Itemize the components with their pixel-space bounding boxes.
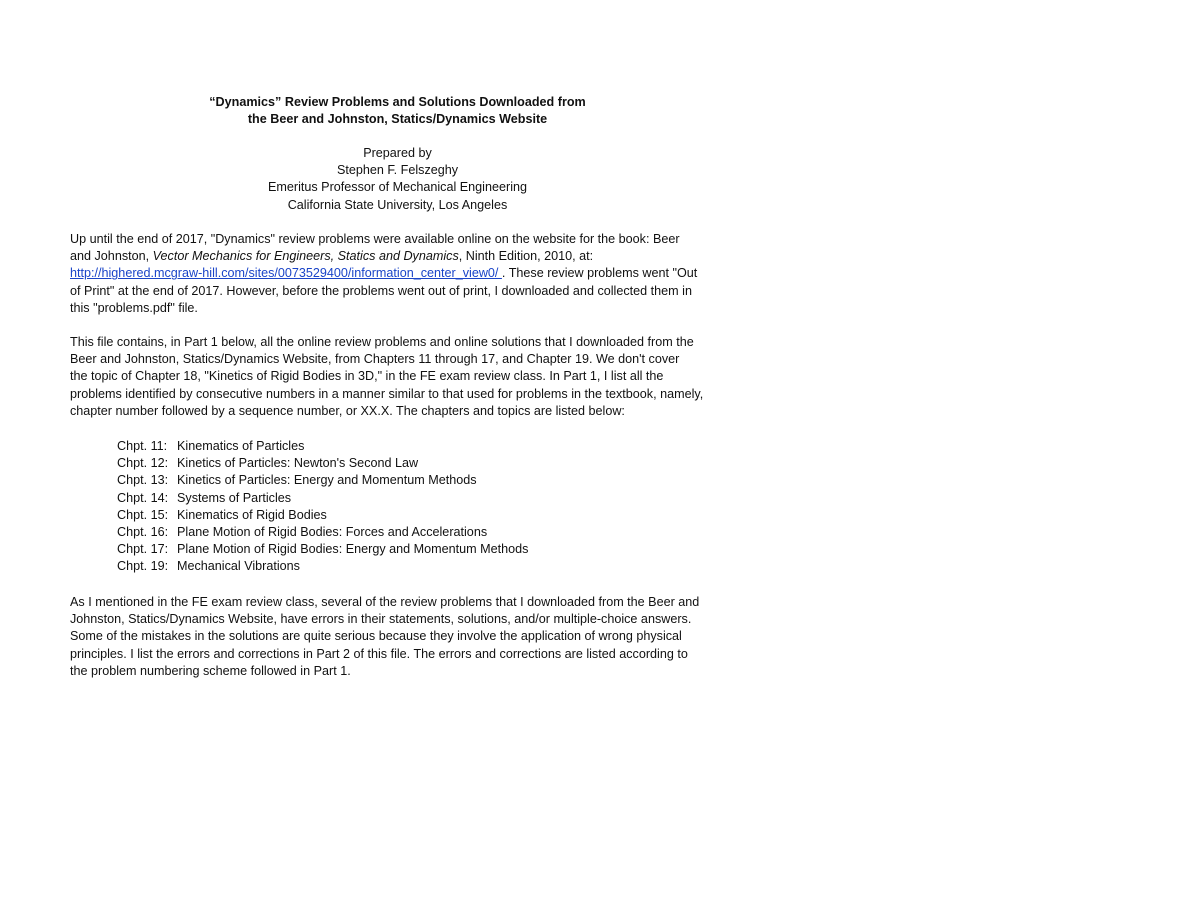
chapter-number: Chpt. 17: xyxy=(117,542,169,557)
paragraph-line xyxy=(70,265,730,282)
chapter-topic: Kinematics of Rigid Bodies xyxy=(177,507,327,522)
document-title xyxy=(190,94,605,128)
text-run: . These review problems went "Out xyxy=(501,266,698,281)
chapter-number: Chpt. 12: xyxy=(117,456,169,471)
list-item xyxy=(117,507,528,524)
paragraph-line: the problem numbering scheme followed in Part 1. xyxy=(70,663,351,678)
chapter-number: Chpt. 11: xyxy=(117,439,168,453)
author-institution: California State University, Los Angeles xyxy=(287,197,508,212)
list-item xyxy=(117,455,528,472)
text-run: and Johnston, xyxy=(70,249,153,264)
chapter-topic: Systems of Particles xyxy=(177,490,292,505)
errors-paragraph xyxy=(70,594,730,680)
chapter-number: Chpt. 14: xyxy=(117,490,169,505)
list-item xyxy=(117,438,528,455)
paragraph-line xyxy=(70,248,730,265)
list-item xyxy=(117,472,528,489)
chapter-topic: Kinetics of Particles: Newton's Second Law xyxy=(177,456,419,471)
paragraph-line: of Print" at the end of 2017. However, before the problems went out of print, I downloaded and collected them in xyxy=(70,283,692,298)
list-item xyxy=(117,541,528,558)
intro-paragraph xyxy=(70,231,730,317)
chapter-list xyxy=(117,438,528,576)
chapter-number: Chpt. 16: xyxy=(117,525,169,540)
contents-paragraph xyxy=(70,334,730,420)
paragraph-line: Up until the end of 2017, "Dynamics" review problems were available online on the website for the book: Beer xyxy=(70,232,680,246)
book-title: Vector Mechanics for Engineers, Statics and Dynamics xyxy=(152,249,459,264)
chapter-number: Chpt. 19: xyxy=(117,559,169,574)
paragraph-line: Some of the mistakes in the solutions are quite serious because they involve the application of wrong physical xyxy=(70,629,682,644)
list-item xyxy=(117,490,528,507)
paragraph-line: This file contains, in Part 1 below, all the online review problems and online solutions that I downloaded from the xyxy=(70,335,694,349)
chapter-topic: Kinematics of Particles xyxy=(177,439,305,453)
website-link[interactable]: http://highered.mcgraw-hill.com/sites/0073529400/information_center_view0/ xyxy=(70,266,502,281)
title-line-2: the Beer and Johnston, Statics/Dynamics Website xyxy=(247,112,548,127)
paragraph-line: Beer and Johnston, Statics/Dynamics Website, from Chapters 11 through 17, and Chapter 19. We don't cover xyxy=(70,352,680,367)
title-line-1: “Dynamics” Review Problems and Solutions Downloaded from xyxy=(209,95,586,109)
paragraph-line: As I mentioned in the FE exam review class, several of the review problems that I downloaded from the Beer and xyxy=(70,595,700,609)
chapter-topic: Plane Motion of Rigid Bodies: Energy and Momentum Methods xyxy=(177,542,529,557)
chapter-topic: Plane Motion of Rigid Bodies: Forces and Accelerations xyxy=(177,525,488,540)
author-name: Stephen F. Felszeghy xyxy=(336,163,459,178)
chapter-topic: Kinetics of Particles: Energy and Momentum Methods xyxy=(177,473,477,488)
list-item xyxy=(117,558,528,575)
author-position: Emeritus Professor of Mechanical Engineering xyxy=(268,180,527,195)
prepared-by-label: Prepared by xyxy=(363,146,432,160)
paragraph-line: the topic of Chapter 18, "Kinetics of Rigid Bodies in 3D," in the FE exam review class. In Part 1, I list all the xyxy=(70,369,664,384)
list-item xyxy=(117,524,528,541)
paragraph-line: chapter number followed by a sequence number, or XX.X. The chapters and topics are listed below: xyxy=(70,403,625,418)
chapter-topic: Mechanical Vibrations xyxy=(177,559,300,574)
chapter-number: Chpt. 13: xyxy=(117,473,169,488)
paragraph-line: this "problems.pdf" file. xyxy=(70,300,198,315)
paragraph-line: principles. I list the errors and corrections in Part 2 of this file. The errors and corrections are listed according to xyxy=(70,646,688,661)
paragraph-line: Johnston, Statics/Dynamics Website, have errors in their statements, solutions, and/or multiple-choice answers. xyxy=(70,612,692,627)
author-block xyxy=(245,145,550,214)
paragraph-line: problems identified by consecutive numbers in a manner similar to that used for problems in the textbook, namely, xyxy=(70,386,704,401)
chapter-number: Chpt. 15: xyxy=(117,507,169,522)
text-run: , Ninth Edition, 2010, at: xyxy=(458,249,594,264)
